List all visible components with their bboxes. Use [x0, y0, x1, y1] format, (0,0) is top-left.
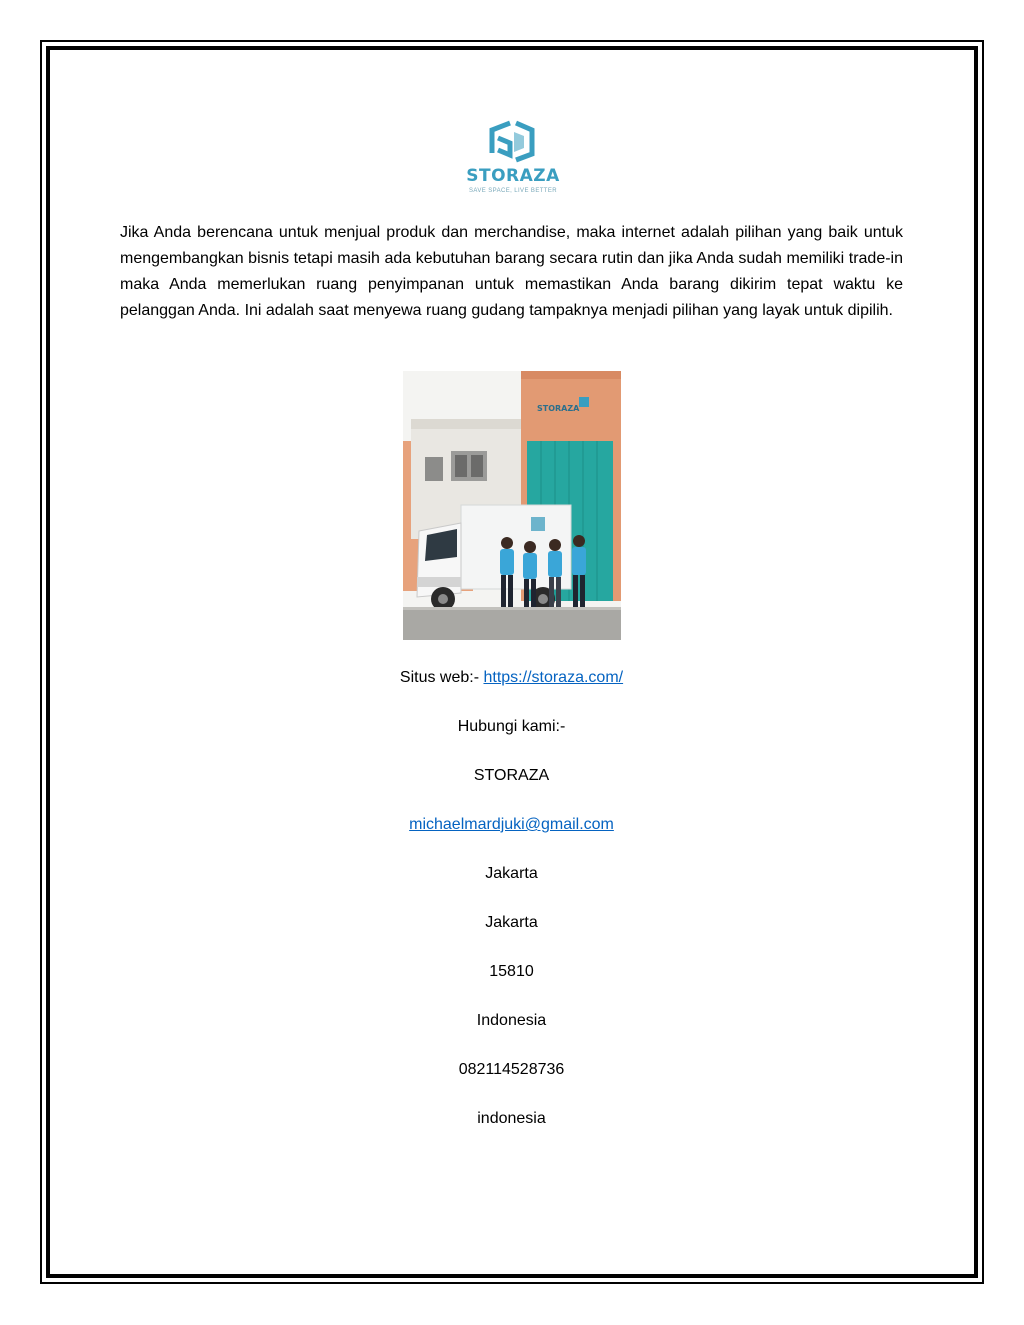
country: Indonesia [476, 1012, 547, 1029]
company-name: STORAZA [473, 767, 550, 784]
brand-name: STORAZA [466, 166, 560, 186]
storaza-logo [458, 118, 568, 200]
box-logo-icon [458, 118, 568, 164]
website-label: Situs web:- [399, 669, 484, 686]
contact-heading: Hubungi kami:- [457, 718, 566, 735]
intro-paragraph: Jika Anda berencana untuk menjual produk dan merchandise, maka internet adalah pilihan yang baik untuk mengembangkan bisnis tetapi masih ada kebutuhan barang secara rutin dan jika Anda sudah memiliki trade-in maka Anda memerlukan ruang penyimpanan untuk memastikan Anda barang dikirim tepat waktu ke pelanggan Anda. Ini adalah saat menyewa ruang gudang tampaknya menjadi pilihan yang layak untuk dipilih. [120, 224, 903, 319]
website-link[interactable]: https://storaza.com/ [483, 669, 624, 686]
email-link[interactable]: michaelmardjuki@gmail.com [409, 816, 614, 833]
postal-code: 15810 [489, 963, 534, 980]
brand-tagline: SAVE SPACE, LIVE BETTER [468, 188, 557, 194]
country-secondary: indonesia [477, 1110, 546, 1127]
storaza-warehouse-photo [403, 371, 621, 640]
website-line [120, 668, 903, 688]
email-line [120, 815, 903, 835]
city: Jakarta [485, 865, 538, 882]
region: Jakarta [485, 914, 538, 931]
phone-number: 082114528736 [458, 1061, 565, 1078]
photo-sign-text: STORAZA [537, 404, 580, 413]
